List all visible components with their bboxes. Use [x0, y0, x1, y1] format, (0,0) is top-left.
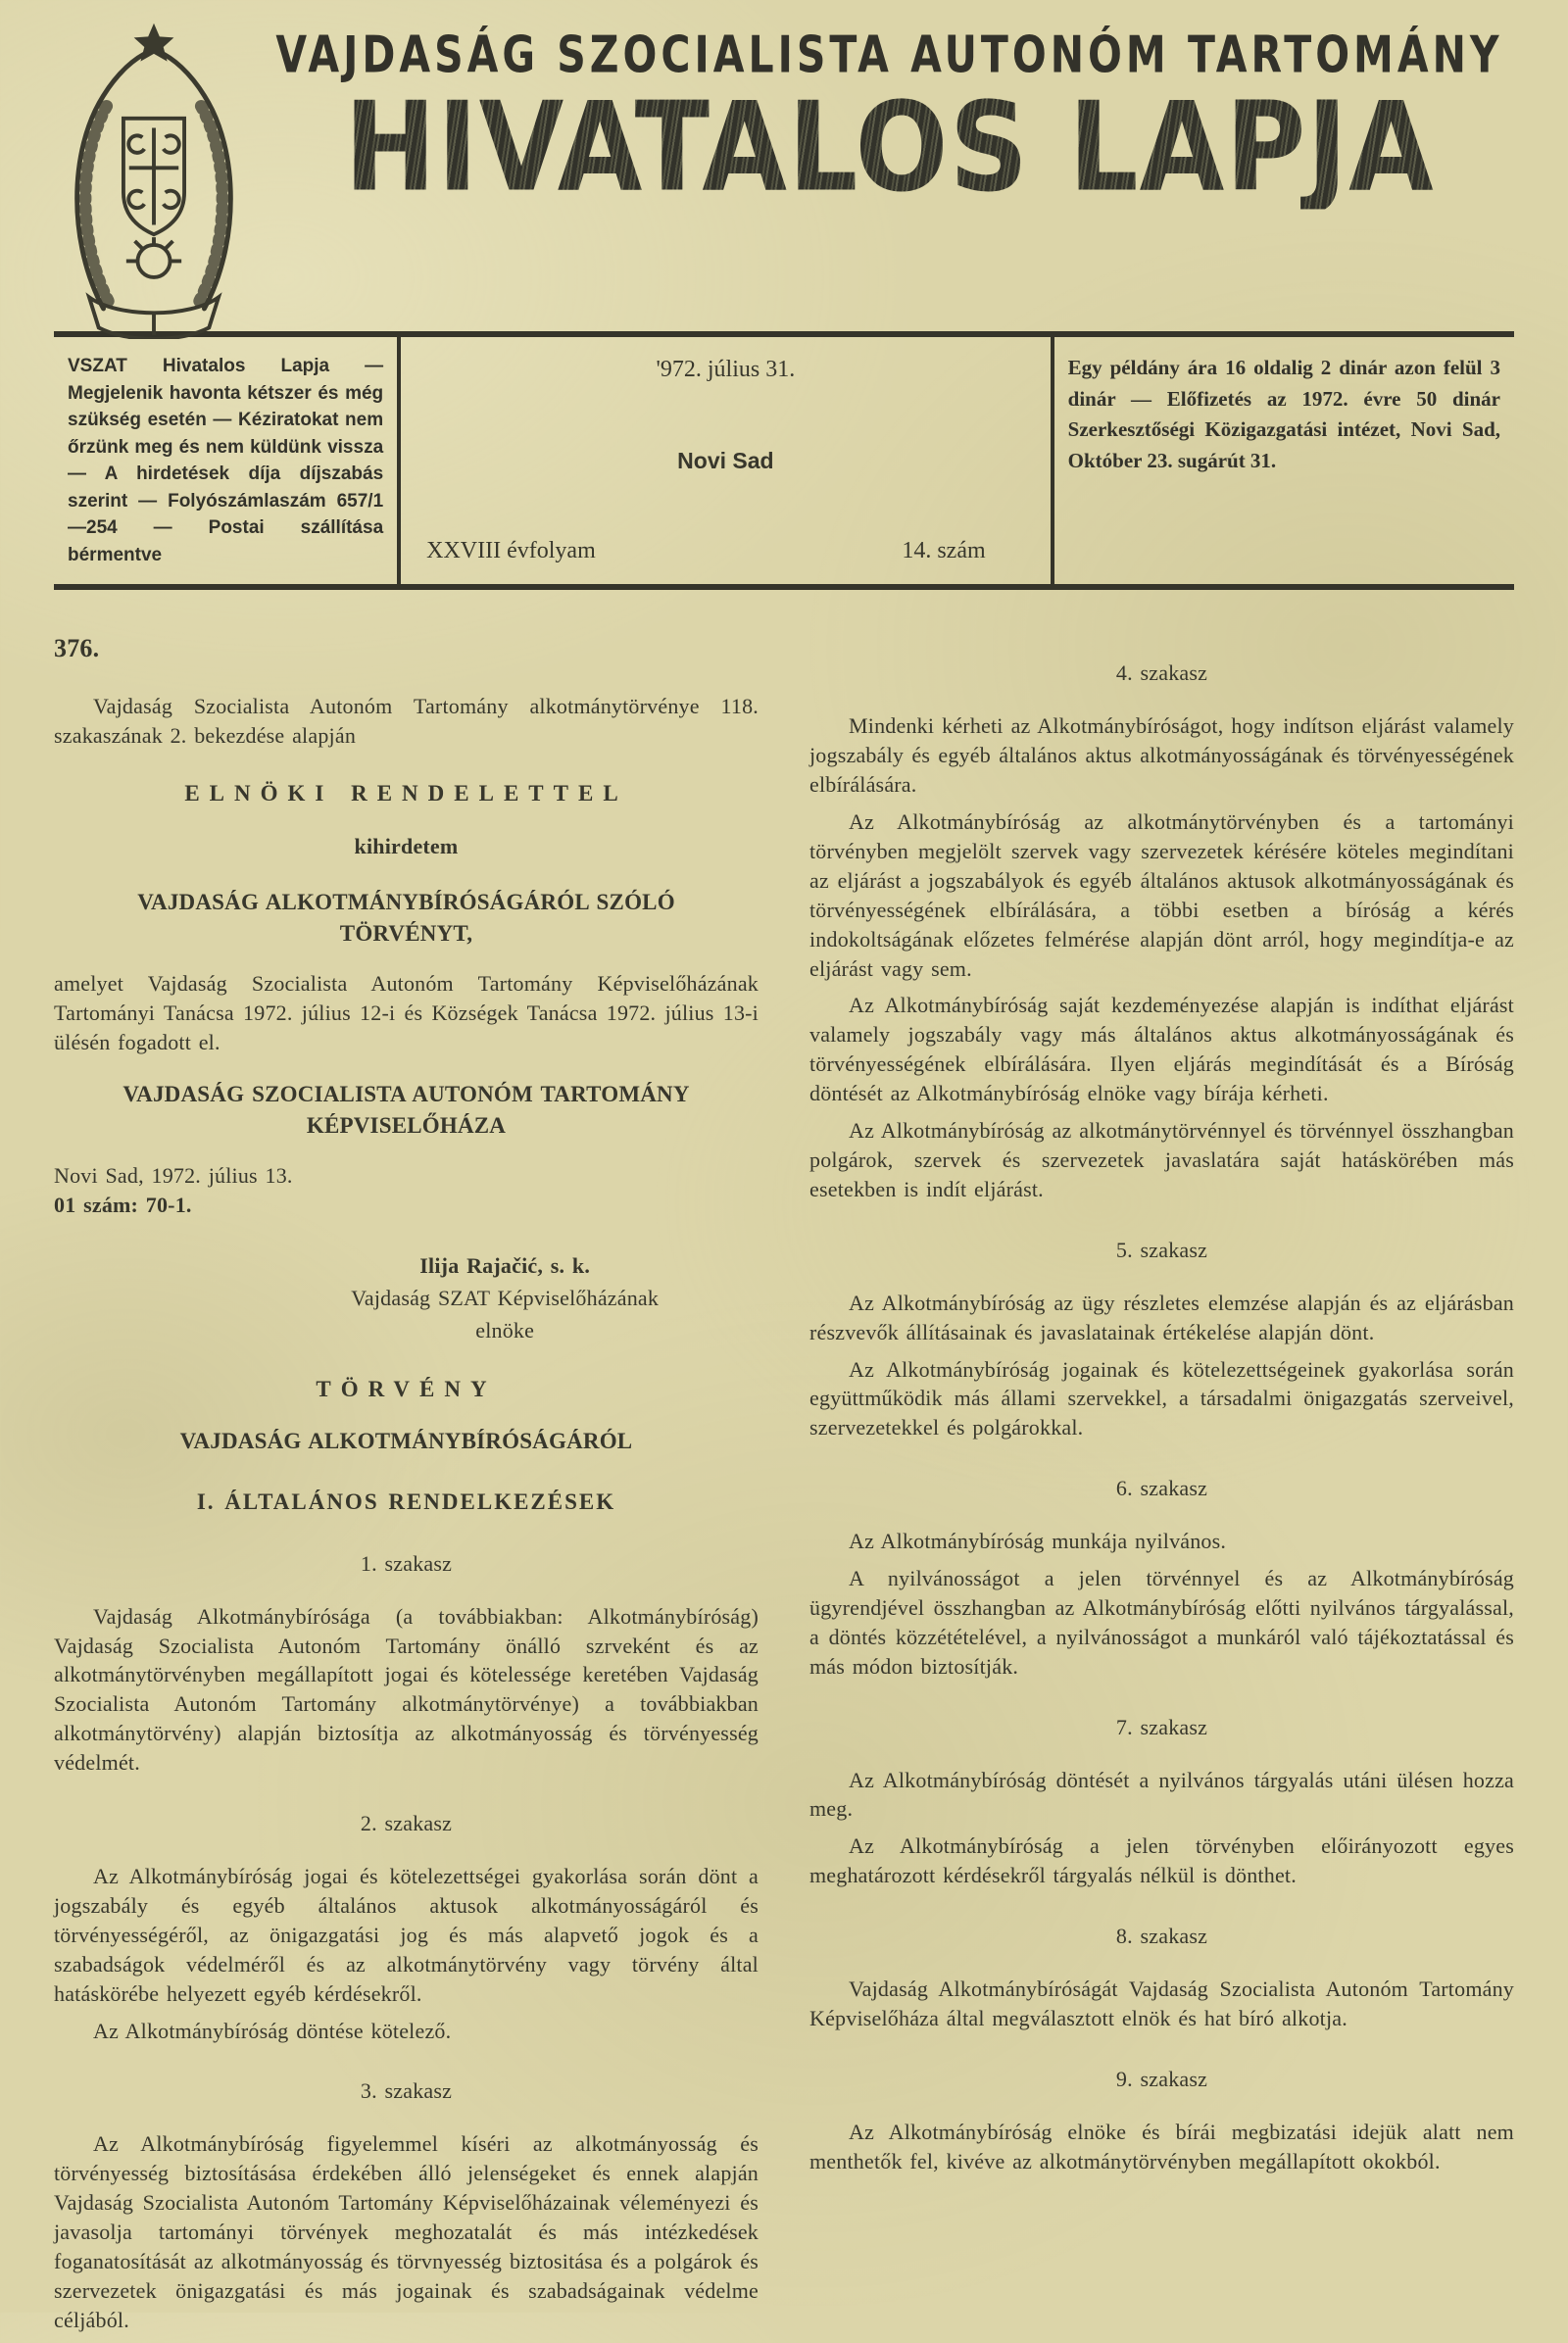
coat-of-arms — [56, 16, 252, 339]
paragraph: Vajdaság Alkotmánybíróságát Vajdaság Szocialista Autonóm Tartomány Képviselőháza által megválasztott elnök és hat bíró alkotja. — [809, 1977, 1514, 2030]
paragraph: amelyet Vajdaság Szocialista Autonóm Tartomány Képviselőházának Tartományi Tanácsa 1972. július 12-i és Községek Tanácsa 1972. július 13-i ülésén fogadott el. — [54, 971, 759, 1054]
section-heading: 1. szakasz — [360, 1550, 453, 1576]
paragraph: Vajdaság Szocialista Autonóm Tartomány alkotmánytörvénye 118. szakaszának 2. bekezdése alapján — [54, 693, 759, 748]
paragraph: Vajdaság Alkotmánybírósága (a továbbiakban: Alkotmánybíróság) Vajdaság Szocialista Autonóm Tartomány önálló szrveként és az alkotmánytörvényben megállapított jogai és kötelessége keretében Vajdaság Szocialista Autonóm Tartomány alkotmánytörvénye) a továbbiakban alkotmánytörvény) alapján biztosítja az alkotmányosság és törvényesség védelmét. — [54, 1603, 759, 1776]
paragraph: Az Alkotmánybíróság jogai és kötelezettségei gyakorlása során dönt a jogszabály és egyéb általános aktusok alkotmányosságáról és törvényességéről, az önigazgatási jog és más alapvető jogok és a szabadságok védelméről és az alkotmánytörvény vagy törvény által hatáskörébe helyezett egyéb kérdésekről. — [54, 1863, 759, 2006]
heading: VAJDASÁG ALKOTMÁNYBÍRÓSÁGÁRÓL — [179, 1429, 633, 1454]
issue-place: Novi Sad — [677, 447, 774, 473]
paragraph: Az Alkotmánybíróság elnöke és bírái megbizatási idejük alatt nem menthetők fel, kivéve az alkotmánytörvényben megállapított okokból. — [809, 2119, 1514, 2173]
paragraph: Az Alkotmánybíróság a jelen törvényben előirányozott egyes meghatározott kérdésekről tárgyalás nélkül is dönthet. — [809, 1833, 1514, 1888]
gazette-supertitle: VAJDASÁG SZOCIALISTA AUTONÓM TARTOMÁNY — [275, 25, 1503, 84]
spaced-heading: TÖRVÉNY — [316, 1377, 497, 1401]
left-column — [54, 627, 759, 2342]
heading: VAJDASÁG ALKOTMÁNYBÍRÓSÁGÁRÓL SZÓLÓ TÖRVÉNYT, — [137, 889, 675, 946]
paragraph: Az Alkotmánybíróság munkája nyilvános. — [849, 1529, 1227, 1554]
article-body — [54, 627, 1514, 2342]
imprint-publication-info: VSZAT Hivatalos Lapja — Megjelenik havonta kétszer és még szükség esetén — Kéziratokat nem őrzünk meg és nem küldünk vissza — A hirdetések díja díjszabás szerint — Folyószámlaszám 657/1—254 — Postai szállítása bérmentve — [68, 356, 384, 565]
paragraph: Mindenki kérheti az Alkotmánybíróságot, hogy indítson eljárást valamely jogszabály és egyéb általános aktus alkotmányosságának és törvényességének elbírálására. — [809, 713, 1514, 798]
imprint-issue-info — [397, 337, 1054, 584]
paragraph: A nyilvánosságot a jelen törvénnyel és az Alkotmánybíróság ügyrendjével összhangban az Alkotmánybíróság előtti nyilvános tárgyalással, a döntés közzétételével, a nyilvánosságot a munkáról való tájékoztatással és más módon biztosítják. — [809, 1566, 1514, 1679]
imprint-box — [54, 331, 1514, 590]
gazette-title: HIVATALOS LAPJA — [344, 75, 1435, 220]
issue-date: '972. július 31. — [656, 357, 796, 382]
section-heading: 4. szakasz — [1115, 660, 1208, 686]
paragraph: Az Alkotmánybíróság az alkotmánytörvénnyel és törvénnyel összhangban polgárok, szervek és szervezetek javaslatára saját hatáskörében más esetekben is indít eljárást. — [809, 1118, 1514, 1201]
dateline — [54, 1161, 759, 1220]
paragraph: Az Alkotmánybíróság jogainak és kötelezettségeinek gyakorlása során együttműködik más állami szervekkel, a társadalmi önigazgatás szerveivel, szervezetekkel és polgárokkal. — [809, 1356, 1514, 1440]
heading: VAJDASÁG SZOCIALISTA AUTONÓM TARTOMÁNY KÉPVISELŐHÁZA — [122, 1081, 690, 1138]
section-heading: 3. szakasz — [360, 2078, 453, 2104]
section-heading: 2. szakasz — [360, 1811, 453, 1836]
paragraph: Az Alkotmánybíróság döntése kötelező. — [93, 2018, 452, 2043]
signature-block-line: elnöke — [475, 1318, 535, 1342]
volume-label: XXVIII évfolyam — [426, 538, 596, 564]
section-heading: 7. szakasz — [1115, 1714, 1208, 1739]
spaced-heading: ELNÖKI RENDELETTEL — [184, 780, 628, 805]
paragraph: Az Alkotmánybíróság az alkotmánytörvényben és a tartományi törvényben megjelölt szervek vagy szervezetek kérésére köteles megindítani az eljárást a jogszabályok és egyéb általános aktusok alkotmányosságának és törvényességének elbírálására, a többi esetben a bíróság a kérés indokoltságának előzetes felmérése alapján dönt arról, hogy megindítja-e az eljárást vagy sem. — [809, 809, 1514, 981]
signature-block-line: Vajdaság SZAT Képviselőházának — [351, 1286, 660, 1310]
right-column — [809, 627, 1514, 2342]
dateline-line: Novi Sad, 1972. július 13. — [54, 1163, 293, 1189]
title-block — [265, 0, 1514, 220]
issue-number: 14. szám — [902, 538, 986, 564]
paragraph: Az Alkotmánybíróság figyelemmel kíséri az alkotmányosság és törvényesség biztosításása érdekében álló jelenségeket és ennek alapján Vajdaság Szocialista Autonóm Tartomány Képviselőházainak véleményezi és javasolja tartományi törvények meghozatalát és más intézkedések foganatosítását az alkotmányosság és törvnyesség biztositása és a polgárok és szervezetek önigazgatási és más jogainak és szabadságainak védelme céljából. — [54, 2131, 759, 2332]
section-heading: 8. szakasz — [1115, 1924, 1208, 1949]
masthead-header — [54, 0, 1514, 331]
paragraph: Az Alkotmánybíróság döntését a nyilvános tárgyalás utáni ülésen hozza meg. — [809, 1767, 1514, 1822]
paragraph: Az Alkotmánybíróság saját kezdeményezése alapján is indíthat eljárást valamely jogszabály vagy más általános aktus alkotmányosságának és törvényességének elbírálására. Ilyen eljárás megindítását és a Bíróság döntését az Alkotmánybíróság elnöke vagy bírája kérheti. — [809, 993, 1514, 1106]
section-heading: 6. szakasz — [1115, 1476, 1208, 1501]
paragraph: Az Alkotmánybíróság az ügy részletes elemzése alapján és az eljárásban részvevők állításainak és javaslatainak értékelése alapján dönt. — [809, 1290, 1514, 1344]
volume-row — [426, 538, 1025, 564]
signature-block — [251, 1249, 759, 1346]
section-heading: 9. szakasz — [1115, 2066, 1208, 2091]
subheading: kihirdetem — [354, 833, 459, 858]
signature-block-line: Ilija Rajačić, s. k. — [419, 1253, 591, 1278]
dateline-line: 01 szám: 70-1. — [54, 1193, 192, 1218]
chapter-heading: I. ÁLTALÁNOS RENDELKEZÉSEK — [196, 1489, 616, 1515]
article-number: 376. — [54, 634, 100, 663]
section-heading: 5. szakasz — [1115, 1237, 1208, 1262]
imprint-price-info: Egy példány ára 16 oldalig 2 dinár azon felül 3 dinár — Előfizetés az 1972. évre 50 dinár Szerkesztőségi Közigazgatási intézet, Novi Sad, Október 23. sugárút 31. — [1067, 356, 1500, 472]
